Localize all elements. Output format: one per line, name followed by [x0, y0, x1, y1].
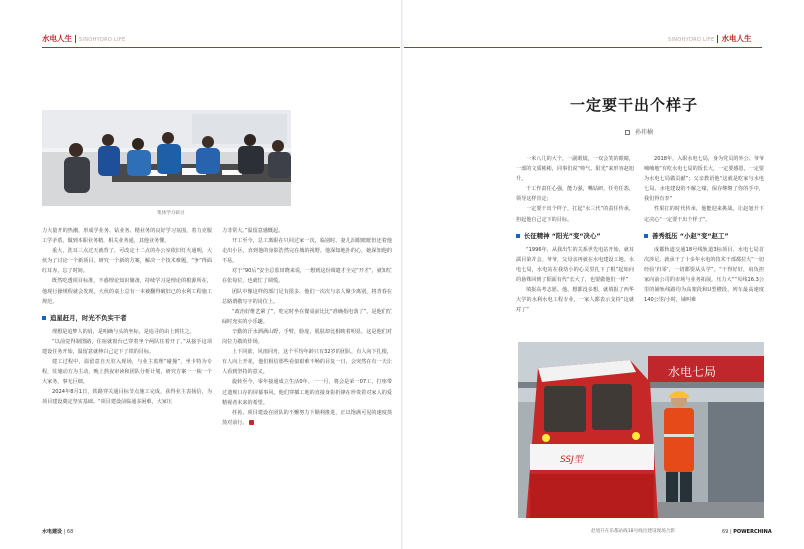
paragraph: 一定要干出个样子，扛起“水三代”的责任传承，担起他自己定下的目标。 [516, 206, 634, 223]
section-heading-text: 长征精神 “阳光”变“决心” [524, 231, 601, 240]
train-photo [518, 342, 764, 518]
section-marker-icon [516, 234, 520, 238]
meeting-photo [42, 110, 291, 206]
left-header-divider [75, 35, 76, 43]
author-box-icon [625, 130, 630, 135]
left-page-footer: 水电建设 | 68 [42, 529, 74, 535]
section-heading-2 [516, 232, 634, 241]
paragraph: 辛勤的汗水洒满山野，手臂，脸庞，肌肤却比相映着明显，这是他们对岗位力敬的炸场。 [222, 328, 392, 346]
left-page-number: 68 [66, 529, 74, 535]
article-author [625, 127, 653, 136]
left-header-english: SINOHYDRO LIFE [79, 37, 126, 43]
right-page-column-3 [516, 154, 634, 374]
paragraph: 2018年，入职水电七局，身为党员的外公、爷爷喃喃地“有吃水电七局的饭长大，一定要感恩，一定要为水电七局做贡献”；父亲教语他“这就是吃家与水电七局、水电建设的不解之缘，保存继继了你的手中，我们得有李” [644, 156, 764, 203]
right-page-header [668, 33, 751, 45]
train-logo-text: SSJ型 [560, 455, 583, 465]
section-marker-icon [644, 234, 648, 238]
right-page-number: 69 [722, 529, 729, 535]
paragraph: 上下同欲，风雨同舟，这个平均年龄只有32岁的团队，有人向下扎根，有人向上开花，他们相信那些看似艰难不畅的目复一日，会突然在有一天让人看到坚持的意义。 [222, 349, 392, 376]
author-name: 孙祎楠 [635, 129, 654, 136]
paragraph: 开工至今，总工离职在只回过家一次，临别时，妻儿泪眼眶眶但还着他走出小区，直到他的身影浩然完在城的视野。他深知地扑的心，她深知他的不易。 [222, 238, 392, 265]
train-photo-caption: 赵旭升在乐都站线18号线出建设现场合影 [591, 529, 675, 534]
left-page-column-2 [222, 226, 392, 526]
section-heading-3 [644, 232, 764, 241]
paragraph: 力大量开的热潮，形成学业务、钻业务、精业务的良好学习氛围，着力克服工学矛盾，做到本职业务精，相关业务通，其他业务懂。 [42, 228, 212, 245]
paragraph [222, 408, 392, 428]
meeting-photo-illustration [42, 110, 291, 206]
paragraph: 千工作责任心强，能力强，嘴钻研，任劳任怨，领导这样肯定； [516, 186, 634, 203]
paragraph: 填报高考志愿、他、想都没多想，就填报了西华大学的水利水电工程专业，一家人都表示支持“这就对了” [516, 287, 634, 314]
paragraph: “以前觉得制图路，住宿就窗台已穿着坐个两队住着开了。”从接手这项建设任务开始，温留意就伸白己定下了铁的目标。 [42, 338, 212, 355]
train-photo-illustration [518, 342, 764, 518]
paragraph: “1996年，从我出生的关系世先电站开始，就耳濡目染并会。爷爷，父母亲再就在水电建设工地。水电七局，水电站在我幼小的心灵里扎下了根”起始问的悬殊回到了阳面有代“长大了，也要做他们一样” [516, 246, 634, 283]
paragraph: 既然吃透项目标准，不惑理论知识储备，持续学习是理论的根源所在，他现行操规程就会发现，大伙的桌上总有一本被翻得破旧已的水利工程施工规范。 [42, 278, 212, 305]
section-marker-icon [42, 316, 46, 320]
paragraph: 对于“90后”安全总监田晓来说，一想到这份调遣才全完“开才”，就知忙在张每位，也就忙了调慌。 [222, 268, 392, 285]
section-heading-text: 善秀抵压 “小赵”变“赵工” [652, 231, 729, 240]
right-page-column-4 [644, 154, 764, 369]
paragraph: 性果扛的时代传承，他能迎来挑战，让赵旭升下定决心“一定要干出个样子”。 [644, 206, 764, 223]
meeting-photo-caption: 集体学习研讨 [157, 211, 185, 216]
paragraph: 成都轨道交通18号线轨道3标项目，水电七局首次涉足，就承干了十多年水电的技术干部都拉大“一切经验‘归零’，一切都要从头学”。“干得好好，肩负担家向前公司的市场与业务拓展，压力大”“贝线16.3公里的铺轨线路均为高架段和U型槽段，列车最高速度140公里/小时，铺叫难 [644, 246, 764, 304]
left-page-column-1 [42, 226, 212, 526]
paragraph: “政治好维艺紧了”，吃完时坐在餐桌前比比“准确指电落了”，是他们忙碌时充实的小乐趣。 [222, 308, 392, 325]
end-mark-icon [249, 420, 254, 425]
paragraph: 建工过程中，温留意自天驻入现场，与业主监理“碰撞”，坐卡特为专程，驻施动方为主动，晚上熬夜审读和团队分析计划，研究方案一一梳一个大家务，事无巨细。 [42, 359, 212, 386]
left-header-rule [42, 47, 400, 48]
paragraph: 旋转至今，零年接通成立生活0年、一一月，将会是荣一07工，打座带过遗规口存的屏幕事风，他们穿插工地的直接身影折锋在珍贵着对家人的爱精视者未来的希望。 [222, 379, 392, 406]
article-title: 一定要干出个样子 [570, 96, 699, 114]
page-spine [401, 0, 403, 549]
paragraph: 理想是追梦人的肩，是明确与头的坐标，是追寻的由上到往之。 [52, 328, 195, 335]
footer-brand: POWERCHINA [733, 529, 772, 535]
right-header-divider [717, 35, 718, 43]
paragraph-text: 荏苒，项目建设在团队的不懈努力下顺利推进，正以饱满可见的速度蒸蒸对前行。 [222, 409, 392, 426]
right-page-footer: 69 | POWERCHINA [722, 529, 772, 535]
left-header-magazine-name: 水电人生 [42, 34, 72, 43]
left-page-header [42, 33, 125, 45]
right-header-magazine-name: 水电人生 [721, 34, 752, 43]
site-sign-text: 水电七局 [668, 365, 717, 379]
paragraph: 一米八几的大个，一副眼镜，一双会笑的眼睛，一部的文质彬彬，同事们说“帅气、阳光”来形容赵旭升。 [516, 156, 634, 183]
footer-magazine-name: 水电建设 [42, 529, 63, 535]
paragraph: 力非常大。”温留意感慨起。 [222, 228, 284, 234]
section-heading-text: 追星赶月，时光不负实干者 [50, 313, 127, 322]
section-heading-1 [42, 314, 212, 323]
paragraph: 2024年8月1日，铁路穿关通目标节点施工完成，获得业主表扬信，为项目建设奠定坚实基础。“项目建设前临通多困难，大家压 [42, 389, 212, 406]
paragraph: 重大，洗耳三点过天就背了，可改定十二点的办公室依旧灯火通明，大伙为了讨论一个新项目，研究一个新的方案，解决一个技术难题，“争”得面红耳赤，忘了时间。 [42, 248, 212, 275]
right-header-rule [404, 47, 762, 48]
paragraph: 团队中像这样的部门足有很多，他们一次次与亲人聚少离别，将青春在总路谓敬写字的岗位上。 [222, 288, 392, 305]
right-header-english: SINOHYDRO LIFE [668, 37, 715, 43]
